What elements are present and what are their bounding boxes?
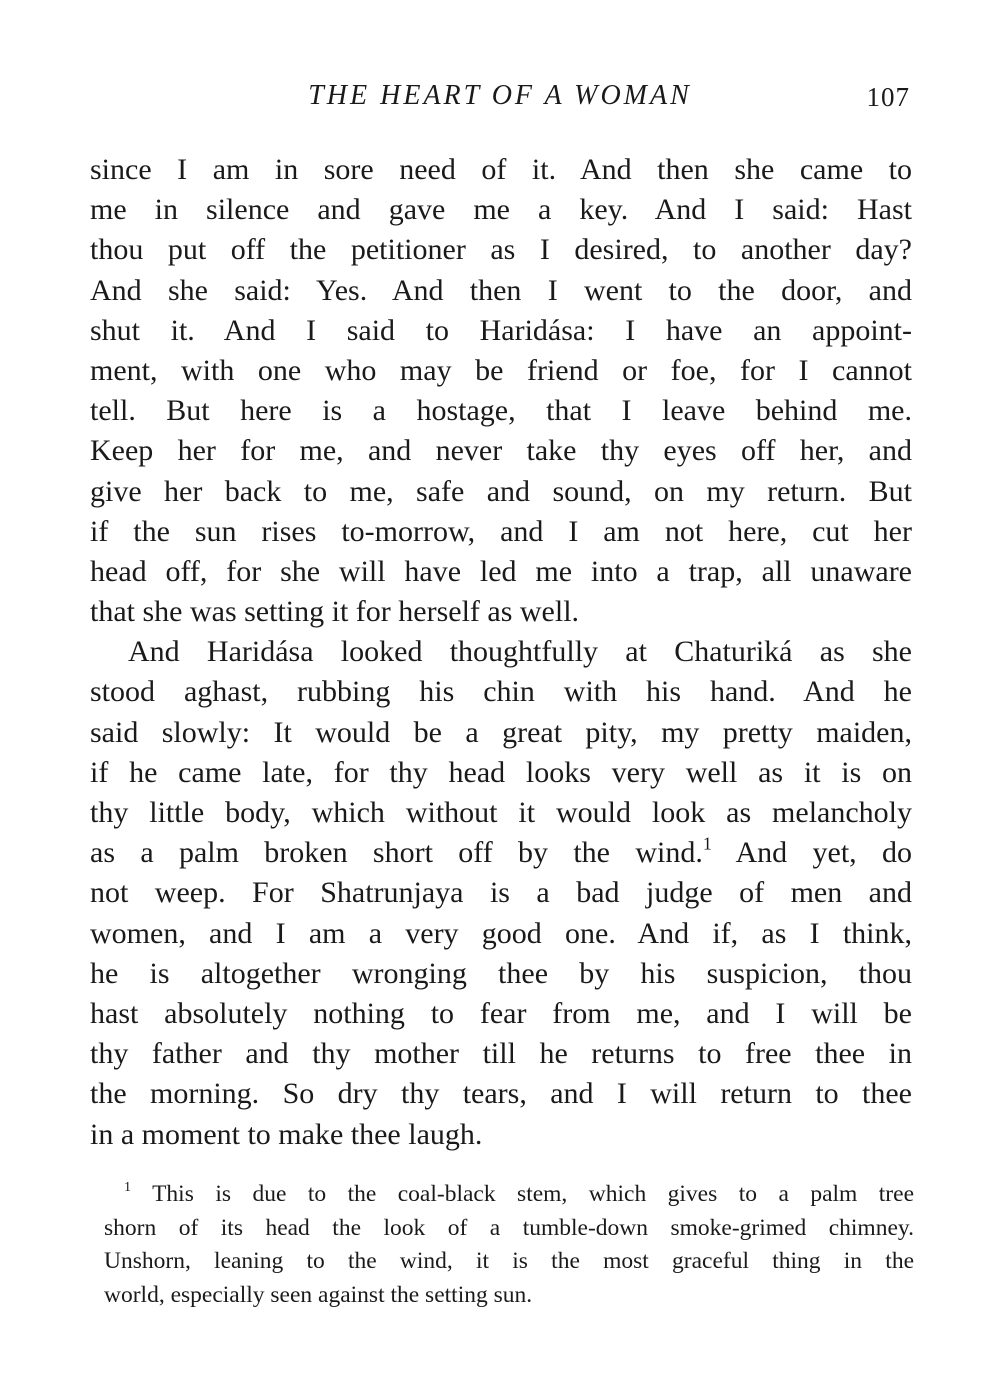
text-line: if he came late, for thy head looks very well as it is on	[90, 755, 912, 789]
text-line: thou put off the petitioner as I desired, to another day?	[90, 233, 912, 267]
text-line: said slowly: It would be a great pity, my pretty maiden,	[90, 715, 912, 749]
footnote-line	[104, 1178, 914, 1212]
text-line: stood aghast, rubbing his chin with his hand. And he	[90, 675, 912, 709]
text-line: that she was setting it for herself as well.	[90, 595, 580, 629]
footnote-line: Unshorn, leaning to the wind, it is the most graceful thing in the	[104, 1248, 914, 1274]
footnote-text: This is due to the coal-black stem, which gives to a palm tree	[131, 1181, 914, 1207]
text-line: thy father and thy mother till he returns to free thee in	[90, 1037, 912, 1071]
text-line: give her back to me, safe and sound, on my return. But	[90, 474, 912, 508]
text-line: women, and I am a very good one. And if, as I think,	[90, 916, 912, 950]
text-line: thy little body, which without it would look as melancholy	[90, 796, 912, 829]
text-line: in a moment to make thee laugh.	[90, 1117, 483, 1151]
text-line: ment, with one who may be friend or foe, for I cannot	[90, 353, 912, 387]
text-line: hast absolutely nothing to fear from me, and I will be	[90, 996, 912, 1030]
page-number: 107	[866, 82, 910, 112]
text-line: tell. But here is a hostage, that I leave behind me.	[90, 394, 912, 428]
text-line: he is altogether wronging thee by his suspicion, thou	[90, 956, 912, 990]
footnote-line: world, especially seen against the setting sun.	[104, 1281, 533, 1308]
text-line: And Haridása looked thoughtfully at Chaturiká as she	[128, 635, 912, 669]
text-line: head off, for she will have led me into a trap, all unaware	[90, 554, 912, 588]
body-text	[90, 150, 912, 1155]
text-segment: And yet, do	[711, 836, 912, 870]
text-line: And she said: Yes. And then I went to the door, and	[90, 273, 912, 307]
text-line: not weep. For Shatrunjaya is a bad judge of men and	[90, 876, 912, 910]
text-line: shut it. And I said to Haridása: I have an appoint-	[90, 313, 912, 347]
footnote-block	[104, 1178, 914, 1312]
text-line-with-footnote	[90, 833, 912, 873]
footnote-marker: 1	[124, 1179, 132, 1196]
page-header	[90, 80, 910, 120]
text-line: the morning. So dry thy tears, and I will return to thee	[90, 1077, 912, 1111]
footnote-reference[interactable]: 1	[702, 833, 712, 854]
text-segment: as a palm broken short off by the wind.	[90, 836, 703, 870]
text-line: me in silence and gave me a key. And I said: Hast	[90, 193, 912, 227]
text-line: since I am in sore need of it. And then she came to	[90, 153, 912, 186]
text-line: Keep her for me, and never take thy eyes off her, and	[90, 434, 912, 468]
text-line: if the sun rises to-morrow, and I am not here, cut her	[90, 514, 912, 548]
footnote-line: shorn of its head the look of a tumble-down smoke-grimed chimney.	[104, 1214, 914, 1241]
running-title: THE HEART OF A WOMAN	[308, 80, 692, 111]
